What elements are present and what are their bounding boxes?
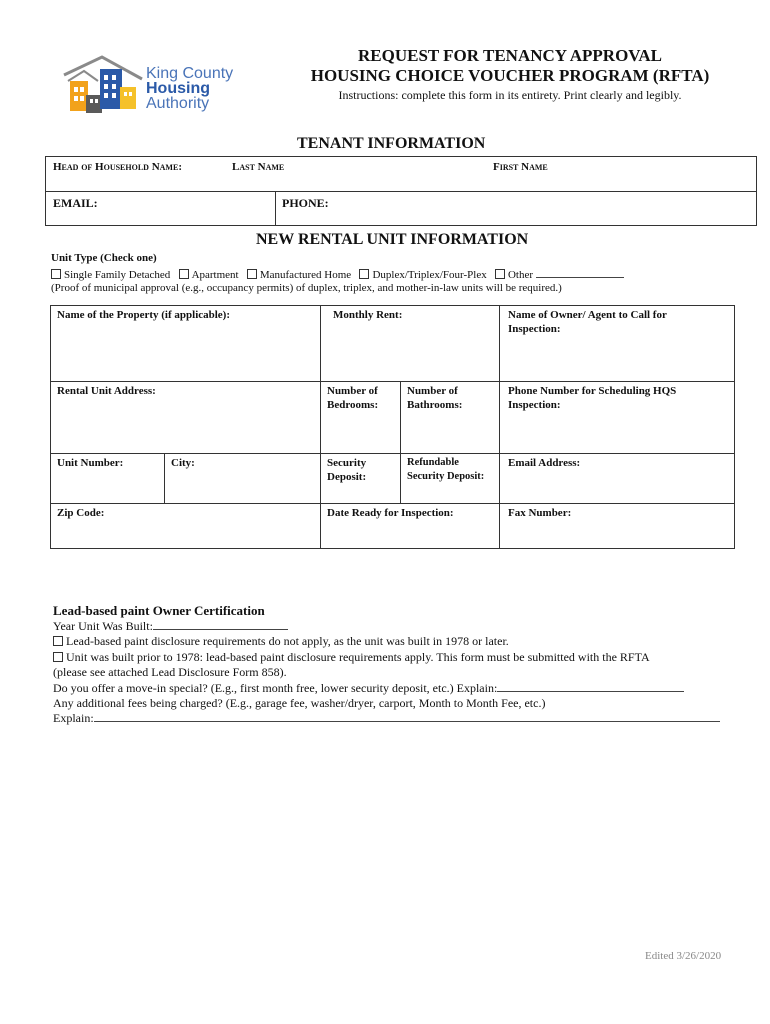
grid-col-divider	[499, 305, 500, 549]
explain-blank[interactable]	[94, 711, 720, 722]
checkbox-icon[interactable]	[51, 269, 61, 279]
unit-type-apartment[interactable]: Apartment	[179, 269, 239, 281]
logo-line-3: Authority	[146, 95, 210, 112]
unit-type-other[interactable]: Other	[495, 269, 624, 281]
phone-label: PHONE:	[282, 196, 329, 210]
checkbox-icon[interactable]	[53, 636, 63, 646]
unit-type-single-family[interactable]: Single Family Detached	[51, 269, 170, 281]
proof-of-approval-note: (Proof of municipal approval (e.g., occupancy permits) of duplex, triplex, and mother-in-law units will be required.)	[51, 282, 562, 294]
monthly-rent-field[interactable]: Monthly Rent:	[333, 309, 403, 321]
unit-type-multiplex[interactable]: Duplex/Triplex/Four-Plex	[359, 269, 486, 281]
unit-type-manufactured[interactable]: Manufactured Home	[247, 269, 351, 281]
bathrooms-field[interactable]: Number of Bathrooms:	[407, 385, 463, 411]
grid-row-divider	[50, 503, 735, 504]
explain-line	[53, 711, 733, 726]
last-name-label: Last Name	[232, 161, 285, 173]
fax-number-field[interactable]: Fax Number:	[508, 507, 572, 519]
form-instructions: Instructions: complete this form in its entirety. Print clearly and legibly.	[338, 88, 682, 102]
bedrooms-field[interactable]: Number of Bedrooms:	[327, 385, 379, 411]
grid-col-divider	[400, 381, 401, 503]
other-blank[interactable]	[536, 267, 624, 278]
unit-number-field[interactable]: Unit Number:	[57, 457, 124, 469]
lead-option-2[interactable]: Unit was built prior to 1978: lead-based paint disclosure requirements apply. This form must be submitted with the RFTA	[53, 650, 733, 665]
security-deposit-field[interactable]: Security Deposit:	[327, 457, 367, 483]
date-ready-field[interactable]: Date Ready for Inspection:	[327, 507, 454, 519]
additional-fees-line: Any additional fees being charged? (E.g., garage fee, washer/dryer, carport, Month to Month Fee, etc.)	[53, 696, 546, 711]
refundable-deposit-field[interactable]: Refundable Security Deposit:	[407, 457, 485, 482]
edited-date: Edited 3/26/2020	[645, 950, 722, 962]
owner-agent-field[interactable]: Name of Owner/ Agent to Call for Inspection:	[508, 309, 667, 335]
move-in-special-line	[53, 681, 733, 696]
checkbox-icon[interactable]	[247, 269, 257, 279]
email-address-field[interactable]: Email Address:	[508, 457, 581, 469]
grid-col-divider	[320, 305, 321, 549]
lead-option-1[interactable]: Lead-based paint disclosure requirements do not apply, as the unit was built in 1978 or later.	[53, 634, 733, 649]
zip-code-field[interactable]: Zip Code:	[57, 507, 105, 519]
checkbox-icon[interactable]	[359, 269, 369, 279]
move-in-label: Do you offer a move-in special? (E.g., first month free, lower security deposit, etc.) Explain:	[53, 680, 498, 695]
grid-col-divider	[164, 453, 165, 503]
hqs-phone-field[interactable]: Phone Number for Scheduling HQS Inspection:	[508, 385, 677, 411]
year-built-line	[53, 619, 733, 634]
tenant-phone-field[interactable]	[275, 191, 757, 226]
houses-logo-icon	[62, 53, 152, 117]
lead-paint-heading: Lead-based paint Owner Certification	[53, 603, 265, 618]
city-field[interactable]: City:	[171, 457, 195, 469]
head-of-household-label: Head of Household Name:	[53, 161, 182, 173]
checkbox-icon[interactable]	[53, 652, 63, 662]
move-in-blank[interactable]	[497, 681, 684, 692]
rental-unit-heading: NEW RENTAL UNIT INFORMATION	[256, 231, 529, 248]
property-name-field[interactable]: Name of the Property (if applicable):	[57, 309, 231, 321]
explain-label: Explain:	[53, 711, 94, 726]
email-label: EMAIL:	[53, 196, 98, 210]
grid-row-divider	[50, 381, 735, 382]
form-title-line-1: REQUEST FOR TENANCY APPROVAL	[357, 46, 662, 65]
checkbox-icon[interactable]	[495, 269, 505, 279]
unit-type-label: Unit Type (Check one)	[51, 252, 157, 264]
first-name-label: First Name	[493, 161, 548, 173]
year-built-label: Year Unit Was Built:	[53, 619, 153, 633]
logo-line-1: King County	[146, 65, 234, 82]
year-built-blank[interactable]	[153, 619, 288, 630]
logo-line-2: Housing	[146, 80, 210, 97]
lead-option-2-cont: (please see attached Lead Disclosure Form 858).	[53, 665, 287, 680]
grid-row-divider	[50, 453, 735, 454]
logo-wordmark	[146, 66, 233, 111]
checkbox-icon[interactable]	[179, 269, 189, 279]
form-title-line-2: HOUSING CHOICE VOUCHER PROGRAM (RFTA)	[310, 66, 710, 85]
tenant-information-heading: TENANT INFORMATION	[297, 135, 486, 152]
lead-paint-section	[53, 619, 733, 727]
unit-type-options	[51, 267, 624, 281]
rental-address-field[interactable]: Rental Unit Address:	[57, 385, 156, 397]
